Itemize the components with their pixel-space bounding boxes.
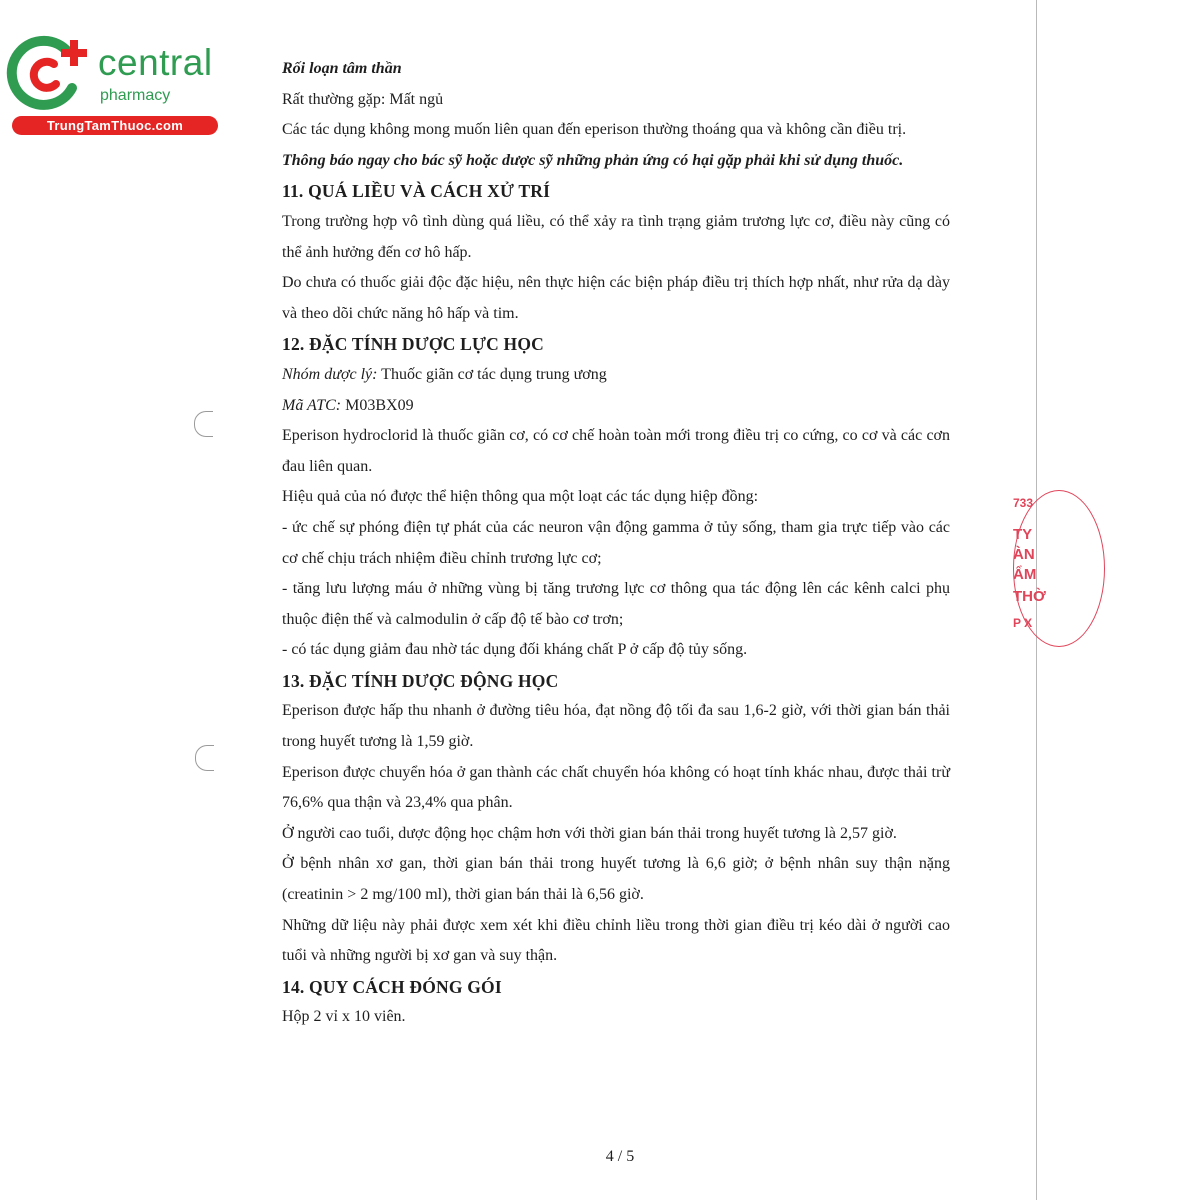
paragraph: Eperison hydroclorid là thuốc giãn cơ, có cơ chế hoàn toàn mới trong điều trị co cứng, co cơ và các cơn đau liên quan. — [282, 427, 950, 475]
pharmacology-group — [282, 360, 950, 391]
paragraph: Rất thường gặp: Mất ngủ — [282, 90, 444, 108]
paragraph: Hiệu quả của nó được thể hiện thông qua một loạt các tác dụng hiệp đồng: — [282, 488, 759, 506]
field-label: Nhóm dược lý: — [282, 365, 378, 383]
logo-wordmark: central — [98, 42, 213, 83]
central-pharmacy-logo — [10, 38, 220, 138]
section-heading-11: 11. QUÁ LIỀU VÀ CÁCH XỬ TRÍ — [282, 181, 551, 202]
paragraph: Eperison được hấp thu nhanh ở đường tiêu hóa, đạt nồng độ tối đa sau 1,6-2 giờ, với thời gian bán thải trong huyết tương là 1,59 giờ. — [282, 702, 950, 751]
paragraph: Do chưa có thuốc giải độc đặc hiệu, nên thực hiện các biện pháp điều trị thích hợp nhất, như rửa dạ dày và theo dõi chức năng hô hấp và tim. — [282, 274, 950, 322]
red-company-stamp — [1005, 490, 1046, 650]
stamp-text: THỜ — [1013, 588, 1046, 605]
paragraph: Các tác dụng không mong muốn liên quan đến eperison thường thoáng qua và không cần điều trị. — [282, 121, 907, 139]
punch-hole-mark — [195, 745, 214, 771]
list-item: - tăng lưu lượng máu ở những vùng bị tăng trương lực cơ thông qua tác động lên các kênh calci phụ thuộc điện thế và calmodulin ở cấp độ tế bào cơ trơn; — [282, 580, 950, 628]
punch-hole-mark — [194, 411, 213, 437]
logo-website-badge: TrungTamThuoc.com — [12, 116, 218, 135]
stamp-text: P X — [1013, 616, 1033, 630]
stamp-text: ẨM — [1013, 566, 1037, 583]
paragraph: Những dữ liệu này phải được xem xét khi điều chỉnh liều trong thời gian điều trị kéo dài ở người cao tuổi và những người bị xơ gan và suy thận. — [282, 916, 950, 965]
field-value: M03BX09 — [341, 396, 414, 414]
field-label: Mã ATC: — [282, 396, 342, 414]
list-item: - có tác dụng giảm đau nhờ tác dụng đối kháng chất P ở cấp độ tủy sống. — [282, 641, 748, 659]
stamp-text: ÀN — [1013, 546, 1035, 563]
subsection-heading: Rối loạn tâm thần — [282, 60, 402, 77]
paragraph: Eperison được chuyển hóa ở gan thành các chất chuyển hóa không có hoạt tính khác nhau, được thải trừ 76,6% qua thận và 23,4% qua phân. — [282, 763, 950, 812]
stamp-text: TY — [1013, 526, 1033, 543]
paragraph: Hộp 2 vỉ x 10 viên. — [282, 1008, 406, 1026]
section-heading-12: 12. ĐẶC TÍNH DƯỢC LỰC HỌC — [282, 334, 544, 355]
field-value: Thuốc giãn cơ tác dụng trung ương — [377, 365, 607, 383]
list-item: - ức chế sự phóng điện tự phát của các neuron vận động gamma ở tủy sống, tham gia trực tiếp vào các cơ chế chịu trách nhiệm điều chỉnh trương lực cơ; — [282, 518, 950, 567]
paragraph: Ở người cao tuổi, dược động học chậm hơn với thời gian bán thải trong huyết tương là 2,57 giờ. — [282, 824, 897, 842]
atc-code — [282, 391, 950, 422]
page-number: 4 / 5 — [605, 1148, 635, 1165]
section-heading-14: 14. QUY CÁCH ĐÓNG GÓI — [282, 976, 502, 997]
logo-subtitle: pharmacy — [100, 87, 171, 104]
pharmacy-cross-logo-icon — [10, 38, 92, 110]
paragraph: Trong trường hợp vô tình dùng quá liều, có thể xảy ra tình trạng giảm trương lực cơ, điều này cũng có thể ảnh hưởng đến cơ hô hấp. — [282, 212, 950, 261]
warning-paragraph: Thông báo ngay cho bác sỹ hoặc dược sỹ những phản ứng có hại gặp phải khi sử dụng thuốc. — [282, 151, 904, 169]
paragraph: Ở bệnh nhân xơ gan, thời gian bán thải trong huyết tương là 6,6 giờ; ở bệnh nhân suy thận nặng (creatinin > 2 mg/100 ml), thời gian bán thải là 6,56 giờ. — [282, 855, 950, 904]
section-heading-13: 13. ĐẶC TÍNH DƯỢC ĐỘNG HỌC — [282, 670, 559, 691]
stamp-text: 733 — [1013, 496, 1034, 510]
document-body — [282, 54, 950, 1033]
